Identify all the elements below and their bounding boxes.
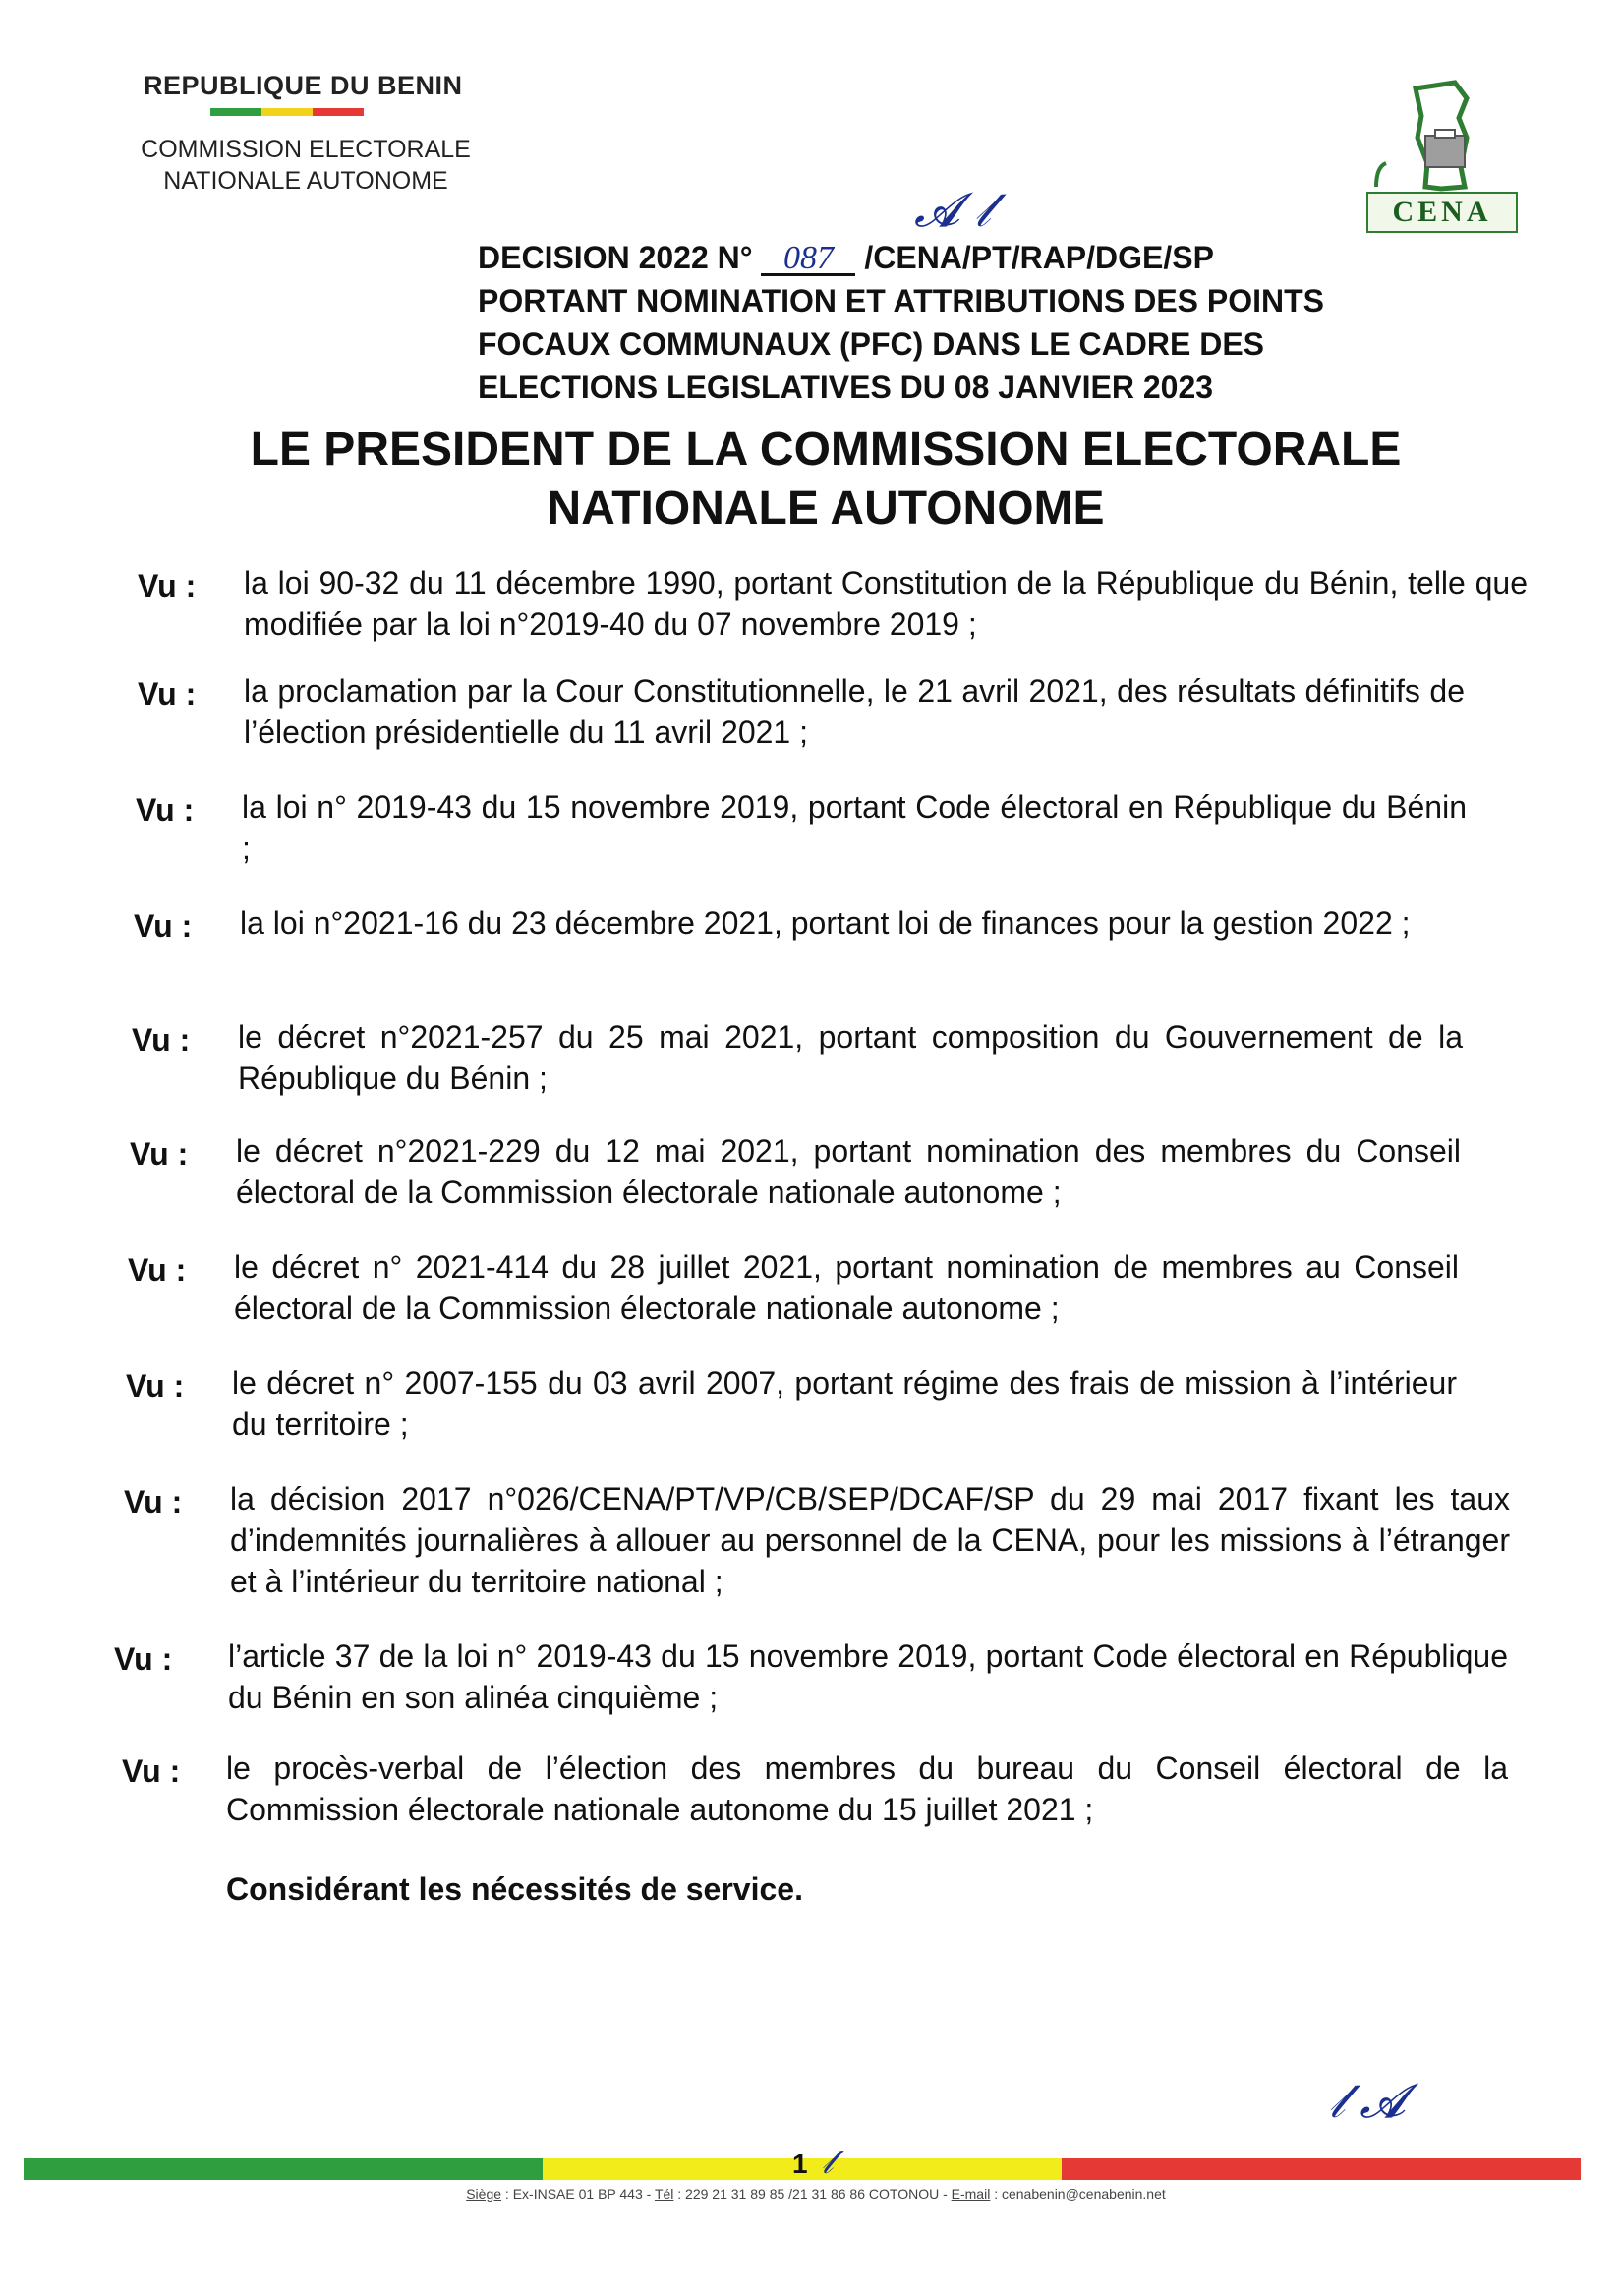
commission-line-2: NATIONALE AUTONOME [163,167,448,195]
commission-line-1: COMMISSION ELECTORALE [141,136,471,163]
vu-text: le décret n°2021-257 du 25 mai 2021, portant composition du Gouvernement de la République du Bénin ; [238,1019,1463,1096]
vu-label: Vu : [138,676,197,712]
email-value: : cenabenin@cenabenin.net [990,2186,1166,2202]
vu-text: la loi n° 2019-43 du 15 novembre 2019, portant Code électoral en République du Bénin ; [242,789,1467,866]
vu-label: Vu : [138,568,197,603]
handwritten-initials-bottom: 𝓁 𝓐 [1329,2074,1406,2129]
siege-value: : Ex-INSAE 01 BP 443 - [501,2186,655,2202]
vu-text: la loi n°2021-16 du 23 décembre 2021, portant loi de finances pour la gestion 2022 ; [240,905,1411,941]
decision-suffix: /CENA/PT/RAP/DGE/SP [864,240,1214,275]
siege-label: Siège [466,2186,502,2202]
decision-line-4: ELECTIONS LEGISLATIVES DU 08 JANVIER 2023 [478,370,1214,405]
email-label: E-mail [951,2186,991,2202]
vu-text: la décision 2017 n°026/CENA/PT/VP/CB/SEP/DCAF/SP du 29 mai 2017 fixant les taux d’indemnités journalières à allouer au personnel de la CENA, pour les missions à l’étranger et à l’intérieur du territoire national ; [230,1481,1510,1599]
benin-flag-stripe [210,108,364,116]
commission-name [114,134,497,197]
footer-flag-green [24,2158,543,2180]
flag-yellow [261,108,313,116]
vu-label: Vu : [124,1484,183,1520]
vu-label: Vu : [134,908,193,944]
president-line-2: NATIONALE AUTONOME [547,483,1105,535]
vu-text: le décret n° 2007-155 du 03 avril 2007, portant régime des frais de mission à l’intérieur du territoire ; [232,1365,1457,1442]
republic-title: REPUBLIQUE DU BENIN [144,71,463,100]
vu-label: Vu : [130,1136,189,1172]
considerant-statement: Considérant les nécessités de service. [226,1871,803,1907]
vu-label: Vu : [136,792,195,828]
vu-text: le décret n°2021-229 du 12 mai 2021, portant nomination des membres du Conseil électoral de la Commission électorale nationale autonome ; [236,1133,1461,1210]
president-heading [177,421,1475,539]
handwritten-page-mark: 𝓁 [822,2143,834,2182]
president-line-1: LE PRESIDENT DE LA COMMISSION ELECTORALE [250,424,1402,476]
vu-label: Vu : [114,1641,173,1677]
vu-label: Vu : [122,1753,181,1789]
decision-prefix: DECISION 2022 N° [478,240,753,275]
vu-label: Vu : [128,1252,187,1288]
vu-text: la loi 90-32 du 11 décembre 1990, portant Constitution de la République du Bénin, telle que modifiée par la loi n°2019-40 du 07 novembre 2019 ; [244,565,1528,642]
vu-text: le décret n° 2021-414 du 28 juillet 2021, portant nomination de membres au Conseil électoral de la Commission électorale nationale autonome ; [234,1249,1459,1326]
vu-label: Vu : [126,1368,185,1404]
tel-value: : 229 21 31 89 85 /21 31 86 86 COTONOU - [673,2186,952,2202]
decision-number: 087 [761,244,855,276]
footer-flag-red [1062,2158,1581,2180]
flag-red [313,108,364,116]
vu-text: le procès-verbal de l’élection des membres du bureau du Conseil électoral de la Commission électorale nationale autonome du 15 juillet 2021 ; [226,1751,1508,1827]
decision-line-1 [478,236,1480,279]
decision-line-2: PORTANT NOMINATION ET ATTRIBUTIONS DES POINTS [478,283,1325,318]
page-number: 1 [792,2149,808,2179]
footer-address [442,2186,1189,2202]
decision-title [478,236,1480,409]
vu-label: Vu : [132,1022,191,1058]
handwritten-initials: 𝓐 𝓁 [914,183,991,238]
vu-text: l’article 37 de la loi n° 2019-43 du 15 novembre 2019, portant Code électoral en République du Bénin en son alinéa cinquième ; [228,1638,1508,1715]
cena-logo-label: CENA [1366,192,1518,233]
tel-label: Tél [654,2186,674,2202]
flag-green [210,108,261,116]
decision-line-3: FOCAUX COMMUNAUX (PFC) DANS LE CADRE DES [478,326,1264,362]
vu-text: la proclamation par la Cour Constitutionnelle, le 21 avril 2021, des résultats définitifs de l’élection présidentielle du 11 avril 2021 ; [244,673,1465,750]
